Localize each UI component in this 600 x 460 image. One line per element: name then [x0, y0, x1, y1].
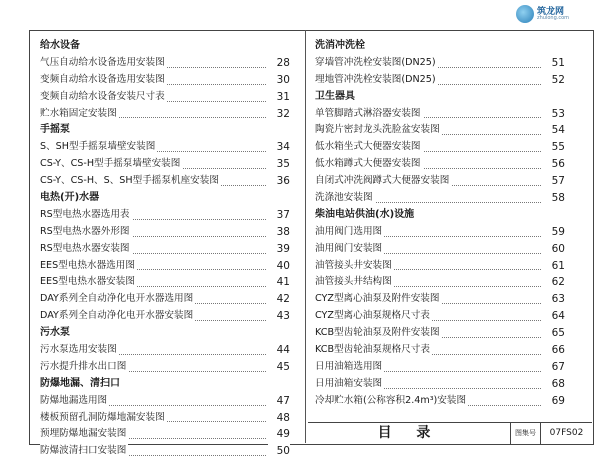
- entry-page-number: 64: [543, 308, 565, 325]
- entry-title: CS-Y、CS-H、S、SH型手摇泵机座安装图: [40, 173, 221, 190]
- entry-title: 日用油箱安装图: [315, 376, 384, 393]
- entry-title: 油管接头井结构图: [315, 274, 394, 291]
- entry-page-number: 62: [543, 274, 565, 291]
- entry-page-number: 50: [268, 443, 290, 460]
- entry-title: 油用阀门选用图: [315, 224, 384, 241]
- entry-page-number: 48: [268, 410, 290, 427]
- toc-entry[interactable]: [40, 443, 290, 460]
- entry-title: DAY系列全自动净化电开水器安装图: [40, 308, 195, 325]
- section-title: 洗消冲洗栓: [315, 38, 367, 55]
- toc-entry[interactable]: [40, 308, 290, 325]
- toc-entry[interactable]: [40, 207, 290, 224]
- toc-entry[interactable]: [40, 156, 290, 173]
- entry-title: DAY系列全自动净化电开水器选用图: [40, 291, 195, 308]
- toc-entry[interactable]: [315, 190, 565, 207]
- toc-entry[interactable]: [40, 426, 290, 443]
- entry-page-number: 51: [543, 55, 565, 72]
- entry-page-number: 44: [268, 342, 290, 359]
- entry-page-number: 52: [543, 72, 565, 89]
- section-title: 防爆地漏、清扫口: [40, 376, 122, 393]
- toc-entry[interactable]: [315, 55, 565, 72]
- entry-title: RS型电热水器外形图: [40, 224, 132, 241]
- toc-section-heading: [315, 207, 565, 224]
- entry-page-number: 60: [543, 241, 565, 258]
- entry-title: 冷却贮水箱(公称容积2.4m³)安装图: [315, 393, 468, 410]
- entry-page-number: 40: [268, 258, 290, 275]
- toc-entry[interactable]: [40, 342, 290, 359]
- entry-title: EES型电热水器选用图: [40, 258, 137, 275]
- entry-page-number: 32: [268, 106, 290, 123]
- entry-title: 气压自动给水设备选用安装图: [40, 55, 167, 72]
- title-block: [308, 422, 592, 444]
- entry-title: 陶瓷片密封龙头洗脸盆安装图: [315, 122, 442, 139]
- entry-page-number: 59: [543, 224, 565, 241]
- entry-page-number: 54: [543, 122, 565, 139]
- toc-entry[interactable]: [40, 241, 290, 258]
- logo-icon: [516, 5, 534, 23]
- entry-title: 楼板预留孔洞防爆地漏安装图: [40, 410, 167, 427]
- entry-title: 污水泵选用安装图: [40, 342, 119, 359]
- toc-entry[interactable]: [40, 359, 290, 376]
- logo-name: 筑龙网: [537, 7, 565, 17]
- entry-title: 洗涤池安装图: [315, 190, 375, 207]
- toc-entry[interactable]: [40, 258, 290, 275]
- entry-page-number: 65: [543, 325, 565, 342]
- entry-page-number: 66: [543, 342, 565, 359]
- toc-entry[interactable]: [40, 173, 290, 190]
- entry-page-number: 34: [268, 139, 290, 156]
- entry-page-number: 67: [543, 359, 565, 376]
- toc-section-heading: [315, 38, 565, 55]
- section-title: 给水设备: [40, 38, 82, 55]
- entry-title: 污水提升排水出口图: [40, 359, 128, 376]
- entry-title: 油管接头井安装图: [315, 258, 394, 275]
- toc-entry[interactable]: [315, 106, 565, 123]
- toc-entry[interactable]: [315, 241, 565, 258]
- entry-title: S、SH型手摇泵墙壁安装图: [40, 139, 157, 156]
- entry-title: 穿墙管冲洗栓安装图(DN25): [315, 55, 438, 72]
- toc-entry[interactable]: [40, 393, 290, 410]
- entry-page-number: 63: [543, 291, 565, 308]
- toc-section-heading: [40, 122, 290, 139]
- entry-page-number: 36: [268, 173, 290, 190]
- toc-entry[interactable]: [315, 393, 565, 410]
- toc-right-column: [315, 38, 565, 410]
- entry-page-number: 42: [268, 291, 290, 308]
- entry-title: 低水箱坐式大便器安装图: [315, 139, 423, 156]
- entry-title: 防爆波清扫口安装图: [40, 443, 128, 460]
- entry-title: 埋地管冲洗栓安装图(DN25): [315, 72, 438, 89]
- toc-left-column: [40, 38, 290, 460]
- entry-page-number: 41: [268, 274, 290, 291]
- column-divider: [305, 30, 306, 443]
- entry-page-number: 55: [543, 139, 565, 156]
- toc-entry[interactable]: [315, 291, 565, 308]
- toc-entry[interactable]: [40, 89, 290, 106]
- entry-title: 防爆地漏选用图: [40, 393, 109, 410]
- toc-entry[interactable]: [315, 139, 565, 156]
- toc-section-heading: [40, 38, 290, 55]
- atlas-number: 07FS02: [549, 428, 584, 438]
- logo-url: zhulong.com: [537, 15, 570, 21]
- toc-entry[interactable]: [315, 342, 565, 359]
- toc-entry[interactable]: [315, 122, 565, 139]
- entry-page-number: 43: [268, 308, 290, 325]
- toc-entry[interactable]: [315, 376, 565, 393]
- entry-page-number: 28: [268, 55, 290, 72]
- toc-section-heading: [315, 89, 565, 106]
- section-title: 柴油电站供油(水)设施: [315, 207, 416, 224]
- entry-page-number: 31: [268, 89, 290, 106]
- entry-title: CYZ型离心油泵规格尺寸表: [315, 308, 432, 325]
- entry-title: 单管脚踏式淋浴器安装图: [315, 106, 423, 123]
- entry-page-number: 57: [543, 173, 565, 190]
- toc-entry[interactable]: [315, 325, 565, 342]
- entry-title: RS型电热水器选用表: [40, 207, 132, 224]
- toc-entry[interactable]: [40, 139, 290, 156]
- toc-section-heading: [40, 190, 290, 207]
- section-title: 电热(开)水器: [40, 190, 101, 207]
- entry-title: KCB型齿轮油泵及附件安装图: [315, 325, 442, 342]
- toc-entry[interactable]: [40, 291, 290, 308]
- entry-title: 油用阀门安装图: [315, 241, 384, 258]
- entry-page-number: 37: [268, 207, 290, 224]
- section-title: 手摇泵: [40, 122, 72, 139]
- entry-page-number: 47: [268, 393, 290, 410]
- toc-entry[interactable]: [315, 258, 565, 275]
- entry-title: 变频自动给水设备安装尺寸表: [40, 89, 167, 106]
- entry-page-number: 53: [543, 106, 565, 123]
- site-logo[interactable]: [516, 4, 586, 24]
- entry-title: EES型电热水器安装图: [40, 274, 137, 291]
- toc-entry[interactable]: [40, 72, 290, 89]
- entry-title: 变频自动给水设备选用安装图: [40, 72, 167, 89]
- toc-entry[interactable]: [40, 55, 290, 72]
- toc-entry[interactable]: [315, 173, 565, 190]
- entry-page-number: 35: [268, 156, 290, 173]
- entry-title: 贮水箱固定安装图: [40, 106, 119, 123]
- toc-entry[interactable]: [40, 410, 290, 427]
- entry-title: CYZ型离心油泵及附件安装图: [315, 291, 442, 308]
- toc-entry[interactable]: [40, 106, 290, 123]
- toc-entry[interactable]: [315, 156, 565, 173]
- toc-entry[interactable]: [315, 308, 565, 325]
- entry-title: KCB型齿轮油泵规格尺寸表: [315, 342, 432, 359]
- entry-title: 低水箱蹲式大便器安装图: [315, 156, 423, 173]
- section-title: 卫生器具: [315, 89, 357, 106]
- toc-section-heading: [40, 325, 290, 342]
- entry-page-number: 39: [268, 241, 290, 258]
- toc-section-heading: [40, 376, 290, 393]
- entry-page-number: 45: [268, 359, 290, 376]
- toc-entry[interactable]: [40, 224, 290, 241]
- entry-page-number: 58: [543, 190, 565, 207]
- entry-page-number: 49: [268, 426, 290, 443]
- toc-entry[interactable]: [315, 274, 565, 291]
- entry-page-number: 69: [543, 393, 565, 410]
- page-title: 目 录: [377, 425, 441, 441]
- entry-title: CS-Y、CS-H型手摇泵墙壁安装图: [40, 156, 182, 173]
- entry-page-number: 61: [543, 258, 565, 275]
- toc-entry[interactable]: [40, 274, 290, 291]
- entry-page-number: 56: [543, 156, 565, 173]
- section-title: 污水泵: [40, 325, 72, 342]
- toc-entry[interactable]: [315, 72, 565, 89]
- entry-title: 预埋防爆地漏安装图: [40, 426, 128, 443]
- toc-entry[interactable]: [315, 224, 565, 241]
- entry-page-number: 68: [543, 376, 565, 393]
- entry-page-number: 30: [268, 72, 290, 89]
- entry-page-number: 38: [268, 224, 290, 241]
- entry-title: 自闭式冲洗阀蹲式大便器安装图: [315, 173, 451, 190]
- toc-entry[interactable]: [315, 359, 565, 376]
- entry-title: 日用油箱选用图: [315, 359, 384, 376]
- atlas-label: 图集号: [515, 429, 536, 437]
- entry-title: RS型电热水器安装图: [40, 241, 132, 258]
